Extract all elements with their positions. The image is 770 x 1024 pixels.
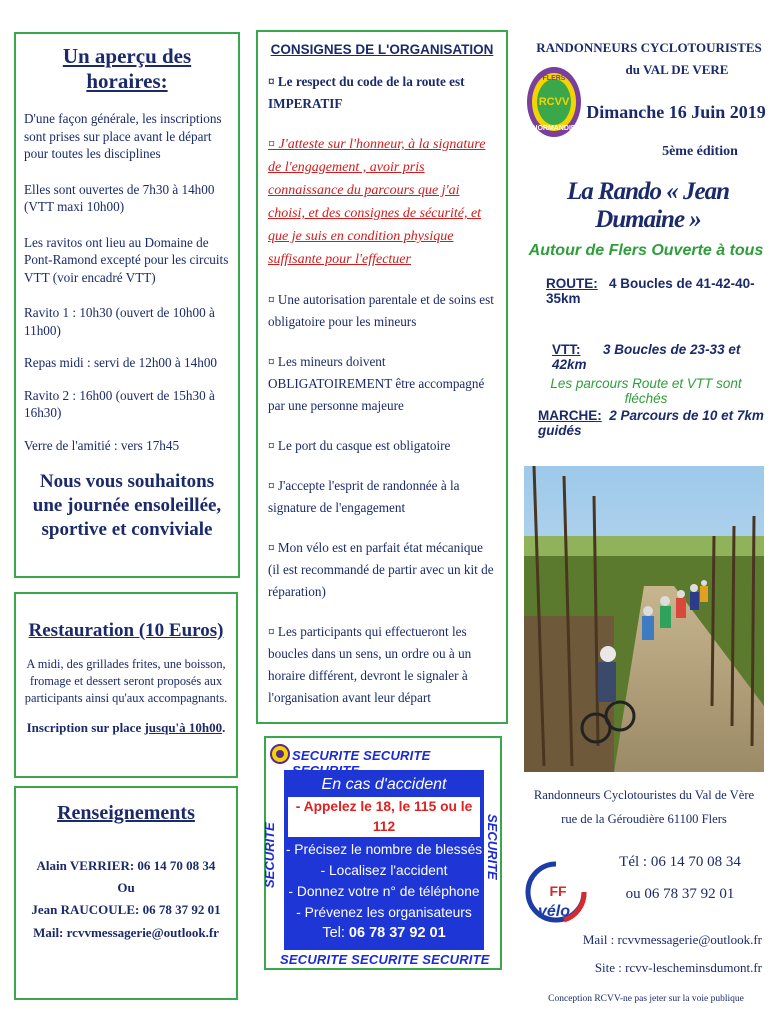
event-date: Dimanche 16 Juin 2019 [586,102,766,122]
bullet-icon: ¤ [268,292,275,307]
accident-line: - Donnez votre n° de téléphone [288,884,480,899]
consigne-item-attestation: ¤ J'atteste sur l'honneur, à la signature de l'engagement , avoir pris connaissance du parcours que j'ai choisi, et des consignes de sécurité, et que je suis en condition physique suffisante pour l'effectuer [268,137,486,267]
address-line-2: rue de la Géroudière 61100 Flers [561,812,727,826]
tel-1: Tél : 06 14 70 08 34 [619,854,741,870]
inscription-deadline: jusqu'à 10h00 [144,720,223,735]
accident-line: - Localisez l'accident [320,863,448,878]
consigne-item: ¤ Mon vélo est en parfait état mécanique (il est recommandé de partir avec un kit de réparation) [268,540,494,599]
bullet-icon: ¤ [268,624,275,639]
securite-bottom-banner: SECURITE SECURITE SECURITE [280,952,490,967]
mail-line: Mail : rcvvmessagerie@outlook.fr [582,932,762,947]
accident-call-line: - Appelez le 18, le 115 ou le 112 [288,797,480,837]
repas-midi: Repas midi : servi de 12h00 à 14h00 [24,355,218,370]
consigne-item: ¤ Le respect du code de la route est IMPERATIF [268,74,465,111]
consigne-item: ¤ Les participants qui effectueront les boucles dans un sens, un ordre ou à un horaire différent, devront le signaler à l'organisation avant leur départ [268,624,472,705]
route-text: 4 Boucles de 41-42-40-35km [546,276,755,306]
consigne-item: ¤ J'accepte l'esprit de randonnée à la signature de l'engagement [268,478,460,515]
securite-right-banner: SECURITE [485,814,500,880]
marche-line [538,408,766,438]
renseignements-box [14,786,238,1000]
consignes-box [256,30,508,724]
vtt-text: 3 Boucles de 23-33 et 42km [552,342,741,372]
cyclists-photo [524,466,764,772]
ffvelo-logo-icon [524,860,588,932]
contact-mail: Mail: rcvvmessagerie@outlook.fr [33,925,219,940]
contact-2: Jean RAUCOULE: 06 78 37 92 01 [31,902,221,917]
logo-rcvv-text: RCVV [538,96,570,108]
horaires-box [14,32,240,578]
tagline: Autour de Flers Ouverte à tous [528,242,764,259]
horaires-paragraph-2: Elles sont ouvertes de 7h30 à 14h00 (VTT maxi 10h00) [24,181,215,214]
securite-box [264,736,502,970]
horaires-title: Un aperçu des horaires: [62,44,192,93]
restauration-text: A midi, des grillades frites, une boisson, fromage et dessert seront proposés aux participants ainsi qu'aux accompagnants. [24,657,228,705]
restauration-box [14,592,238,778]
address-line-1: Randonneurs Cyclotouristes du Val de Vère [533,788,755,802]
securite-top-banner: SECURITE SECURITE [292,748,431,763]
ffvelo-velo-text: vélo [537,903,571,920]
accident-line: - Prévenez les organisateurs [296,905,472,920]
logo-normandie-text: NORMANDIE [532,125,576,132]
restauration-title: Restauration (10 Euros) [28,620,224,641]
contact-1: Alain VERRIER: 06 14 70 08 34 [36,858,216,873]
site-line: Site : rcvv-lescheminsdumont.fr [594,960,762,975]
bullet-icon: ¤ [268,438,275,453]
accident-tel: Tel: 06 78 37 92 01 [322,925,446,941]
marche-text: 2 Parcours de 10 et 7km guidés [538,408,764,438]
club-name-line-2: du VAL DE VERE [625,62,729,77]
credit-line: Conception RCVV-ne pas jeter sur la voie publique [548,994,744,1004]
bullet-icon: ¤ [268,137,275,152]
logo-flers-text: FLERS [542,75,566,82]
inscription-line [24,719,228,737]
ffct-small-icon [270,744,290,764]
horaires-paragraph-3: Les ravitos ont lieu au Domaine de Pont-Ramond excepté pour les circuits VTT (voir encadré VTT) [24,234,229,285]
marche-label: MARCHE: [538,408,602,423]
verre-amitie: Verre de l'amitié : vers 17h45 [24,437,180,453]
route-line [546,276,766,306]
accident-panel [284,770,484,950]
renseignements-title: Renseignements [57,802,195,824]
tel-2: ou 06 78 37 92 01 [625,886,735,902]
bullet-icon: ¤ [268,74,275,89]
vtt-label: VTT: [552,342,581,357]
bullet-icon: ¤ [268,540,275,555]
contact-or: Ou [117,880,135,895]
accident-line: - Précisez le nombre de blessés [285,842,483,857]
event-edition: 5ème édition [662,144,738,159]
rando-title: La Rando « Jean Dumaine » [566,178,730,233]
securite-left-banner: SECURITE [262,822,277,888]
bullet-icon: ¤ [268,478,275,493]
consigne-item: ¤ Le port du casque est obligatoire [268,438,451,453]
vtt-line [552,342,762,372]
wish-text: Nous vous souhaitons une journée ensoleillée, sportive et conviviale [32,471,222,540]
consignes-title: CONSIGNES DE L'ORGANISATION [270,42,494,57]
ffvelo-ff-text: FF [549,883,567,899]
inscription-suffix: . [222,720,226,735]
inscription-prefix: Inscription sur place [26,720,145,735]
consigne-item: ¤ Les mineurs doivent OBLIGATOIREMENT être accompagné par une personne majeure [268,354,485,413]
flechage-text: Les parcours Route et VTT sont fléchés [550,376,742,406]
cyclists-photo-image [524,466,764,772]
ravito-2: Ravito 2 : 16h00 (ouvert de 15h30 à 16h30) [24,387,215,420]
horaires-paragraph-1: D'une façon générale, les inscriptions sont prises sur place avant le départ pour toutes les disciplines [24,111,222,161]
bullet-icon: ¤ [268,354,275,369]
route-label: ROUTE: [546,276,598,291]
accident-heading: En cas d'accident [321,776,447,793]
rcvv-logo-icon [524,64,584,142]
club-name-line-1: RANDONNEURS CYCLOTOURISTES [536,40,762,55]
ravito-1: Ravito 1 : 10h30 (ouvert de 10h00 à 11h00) [24,305,215,338]
consigne-item: ¤ Une autorisation parentale et de soins est obligatoire pour les mineurs [268,292,494,329]
